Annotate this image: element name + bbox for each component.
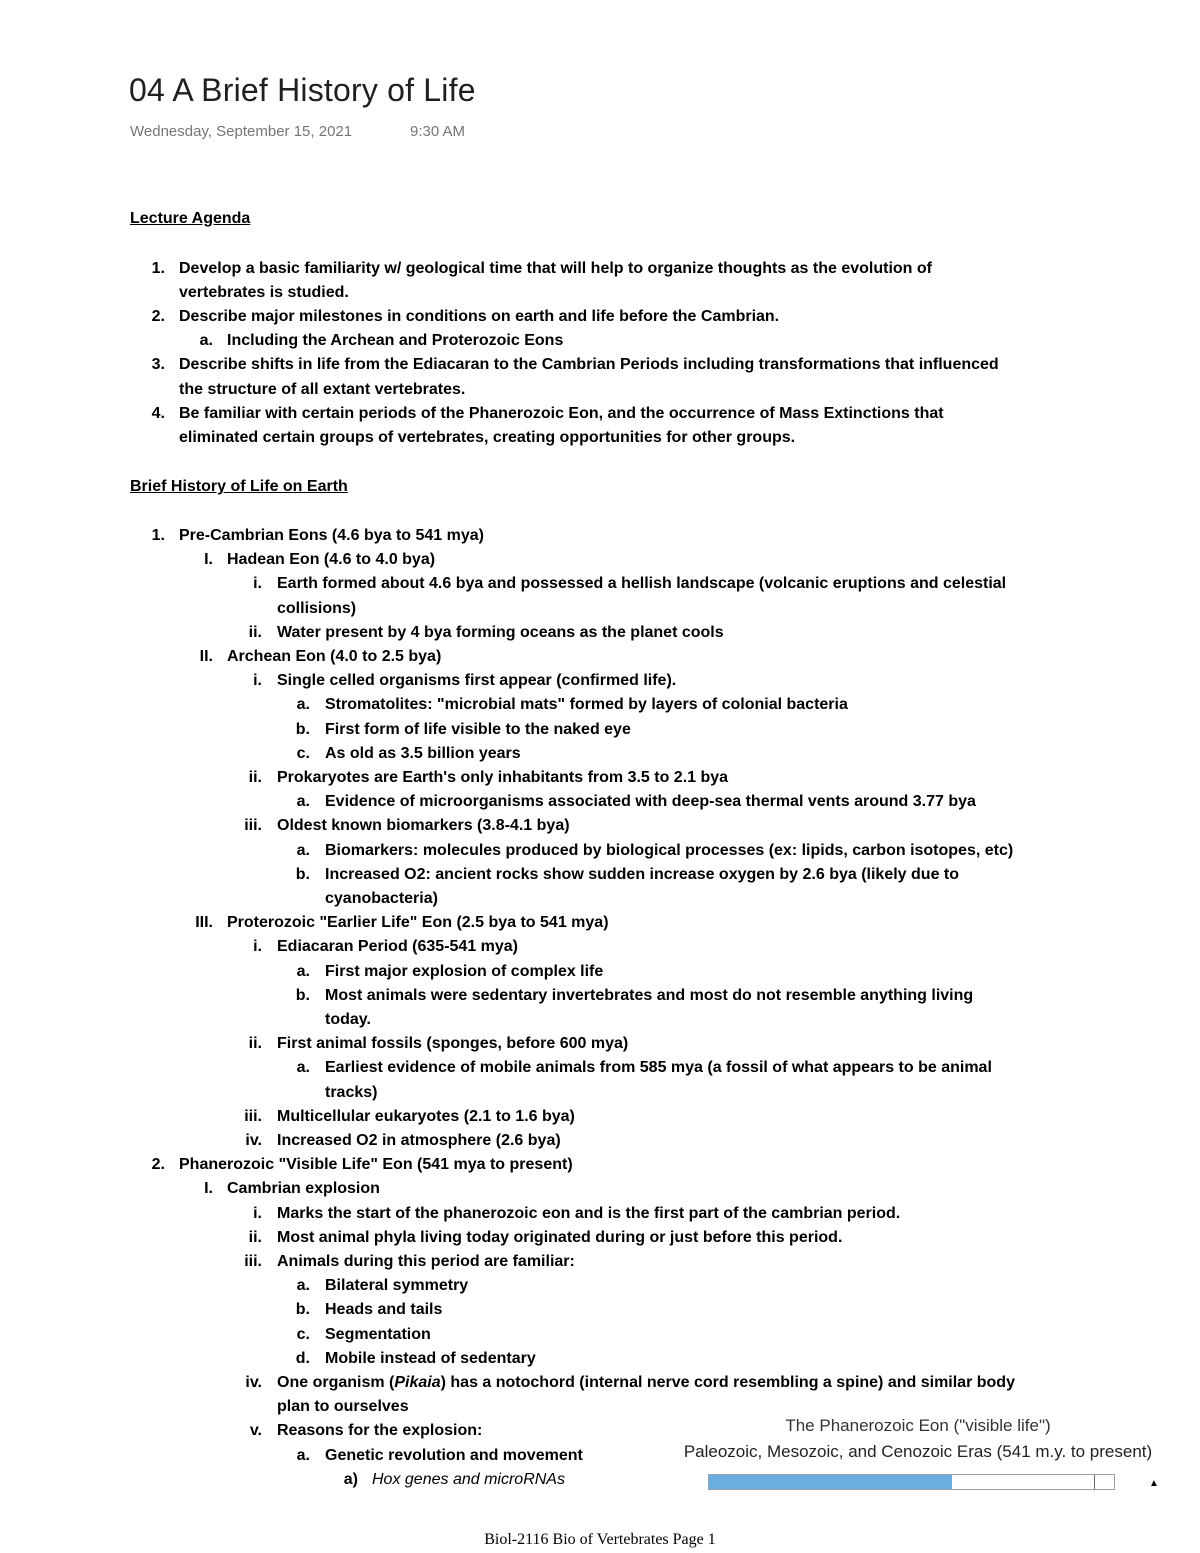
- list-text: Proterozoic "Earlier Life" Eon (2.5 bya to 541 mya): [227, 914, 609, 932]
- list-marker: 4.: [151, 404, 165, 422]
- list-marker: i.: [253, 672, 262, 690]
- list-text: Increased O2: ancient rocks show sudden increase oxygen by 2.6 bya (likely due to: [325, 865, 960, 883]
- list-text: Hadean Eon (4.6 to 4.0 bya): [227, 551, 436, 569]
- list-marker: a.: [296, 962, 310, 980]
- list-text: Most animals were sedentary invertebrates and most do not resemble anything living: [325, 986, 974, 1004]
- list-marker: a): [343, 1470, 358, 1488]
- list-marker: a.: [296, 1059, 310, 1077]
- list-text: Single celled organisms first appear (confirmed life).: [277, 672, 677, 690]
- list-text: Stromatolites: "microbial mats" formed by layers of colonial bacteria: [325, 696, 848, 714]
- list-marker: a.: [199, 332, 213, 350]
- list-text: today.: [325, 1011, 371, 1028]
- list-text: Water present by 4 bya forming oceans as the planet cools: [277, 623, 724, 641]
- list-text: vertebrates is studied.: [179, 284, 349, 302]
- list-marker: a.: [296, 1446, 310, 1464]
- list-text: Hox genes and microRNAs: [372, 1470, 565, 1488]
- list-text: Biomarkers: molecules produced by biological processes (ex: lipids, carbon isotopes, etc): [325, 841, 1014, 859]
- list-text: Be familiar with certain periods of the Phanerozoic Eon, and the occurrence of Mass Extinctions that: [179, 404, 944, 422]
- list-marker: a.: [296, 793, 310, 811]
- list-marker: b.: [295, 1301, 310, 1319]
- list-text: Oldest known biomarkers (3.8-4.1 bya): [277, 817, 570, 835]
- list-marker: iv.: [245, 1374, 262, 1391]
- list-marker: a.: [296, 696, 310, 714]
- list-text: cyanobacteria): [325, 890, 438, 907]
- list-marker: d.: [295, 1349, 310, 1367]
- list-marker: a.: [296, 1277, 310, 1295]
- list-text: Develop a basic familiarity w/ geological time that will help to organize thoughts as the evolution of: [179, 260, 932, 277]
- list-text: Segmentation: [325, 1325, 431, 1343]
- list-marker: a.: [296, 841, 310, 859]
- list-text: Genetic revolution and movement: [325, 1446, 583, 1464]
- list-text: Increased O2 in atmosphere (2.6 bya): [277, 1132, 561, 1149]
- list-text: the structure of all extant vertebrates.: [179, 380, 466, 398]
- list-text: Mobile instead of sedentary: [325, 1349, 536, 1367]
- list-text: First animal fossils (sponges, before 600 mya): [277, 1035, 629, 1053]
- list-text: plan to ourselves: [277, 1398, 409, 1416]
- list-marker: 2.: [151, 1156, 165, 1174]
- list-text: Describe major milestones in conditions on earth and life before the Cambrian.: [179, 308, 780, 326]
- list-text: [277, 1371, 1015, 1395]
- list-text: eliminated certain groups of vertebrates, creating opportunities for other groups.: [179, 428, 796, 446]
- list-marker: i.: [253, 938, 262, 956]
- list-text-italic: Pikaia: [394, 1374, 441, 1391]
- figure-subtitle: Paleozoic, Mesozoic, and Cenozoic Eras (541 m.y. to present): [683, 1442, 1153, 1461]
- list-marker: iii.: [244, 817, 262, 835]
- list-marker: II.: [199, 648, 213, 665]
- list-text: Cambrian explosion: [227, 1180, 380, 1198]
- list-text: Heads and tails: [325, 1301, 443, 1319]
- list-text: Describe shifts in life from the Ediacaran to the Cambrian Periods including transformations that influenced: [179, 356, 999, 374]
- list-text: Including the Archean and Proterozoic Eons: [227, 332, 564, 350]
- list-marker: b.: [295, 865, 310, 883]
- list-marker: b.: [295, 986, 310, 1004]
- list-text: tracks): [325, 1083, 378, 1101]
- history-heading: Brief History of Life on Earth: [130, 478, 348, 495]
- timeline-bar: [708, 1474, 1159, 1490]
- phanerozoic-figure: [668, 1416, 1168, 1496]
- timeline-marker-icon: ▲: [1149, 1478, 1159, 1489]
- list-text: Bilateral symmetry: [325, 1277, 469, 1295]
- list-text: Multicellular eukaryotes (2.1 to 1.6 bya): [277, 1107, 575, 1125]
- list-marker: I.: [204, 551, 213, 569]
- list-text: Evidence of microorganisms associated with deep-sea thermal vents around 3.77 bya: [325, 793, 976, 811]
- list-text: Archean Eon (4.0 to 2.5 bya): [227, 648, 442, 665]
- list-marker: III.: [195, 914, 213, 932]
- page-title: 04 A Brief History of Life: [129, 72, 476, 108]
- list-text: collisions): [277, 599, 357, 617]
- list-text: First major explosion of complex life: [325, 962, 604, 980]
- list-marker: 1.: [151, 527, 165, 544]
- list-marker: iv.: [245, 1132, 262, 1149]
- list-marker: i.: [253, 1204, 262, 1222]
- timeline-fill: [709, 1475, 952, 1489]
- page-footer: Biol-2116 Bio of Vertebrates Page 1: [484, 1531, 716, 1548]
- list-text: Phanerozoic "Visible Life" Eon (541 mya to present): [179, 1156, 573, 1174]
- list-text-pre: One organism (: [277, 1374, 395, 1391]
- list-text: As old as 3.5 billion years: [325, 744, 521, 762]
- list-text-post: ) has a notochord (internal nerve cord resembling a spine) and similar body: [440, 1374, 1015, 1391]
- list-marker: ii.: [248, 1035, 262, 1053]
- page-time: 9:30 AM: [410, 123, 466, 140]
- list-text: Pre-Cambrian Eons (4.6 bya to 541 mya): [179, 527, 484, 544]
- page-date: Wednesday, September 15, 2021: [130, 123, 353, 140]
- list-marker: 1.: [151, 260, 165, 277]
- list-marker: c.: [296, 1325, 310, 1343]
- list-text: Earth formed about 4.6 bya and possessed a hellish landscape (volcanic eruptions and celestial: [277, 575, 1007, 593]
- list-marker: 2.: [151, 308, 165, 326]
- list-text: First form of life visible to the naked eye: [325, 720, 631, 738]
- list-marker: c.: [296, 744, 310, 762]
- list-marker: I.: [204, 1180, 213, 1198]
- figure-title: The Phanerozoic Eon ("visible life"): [785, 1416, 1051, 1435]
- list-text: Reasons for the explosion:: [277, 1422, 483, 1440]
- list-marker: 3.: [151, 356, 165, 374]
- list-text: Earliest evidence of mobile animals from 585 mya (a fossil of what appears to be animal: [325, 1059, 992, 1077]
- list-text: Most animal phyla living today originated during or just before this period.: [277, 1228, 843, 1246]
- list-marker: ii.: [248, 1228, 262, 1246]
- list-text: Animals during this period are familiar:: [277, 1253, 575, 1270]
- list-text: Ediacaran Period (635-541 mya): [277, 938, 519, 956]
- list-marker: ii.: [248, 623, 262, 641]
- list-marker: v.: [249, 1422, 262, 1440]
- list-marker: iii.: [244, 1107, 262, 1125]
- list-marker: b.: [295, 720, 310, 738]
- list-text: Prokaryotes are Earth's only inhabitants from 3.5 to 2.1 bya: [277, 769, 729, 786]
- timeline-tick: [1094, 1475, 1095, 1489]
- list-marker: ii.: [248, 769, 262, 786]
- list-marker: i.: [253, 575, 262, 593]
- list-marker: iii.: [244, 1253, 262, 1270]
- agenda-heading: Lecture Agenda: [130, 210, 251, 227]
- list-text: Marks the start of the phanerozoic eon and is the first part of the cambrian period.: [277, 1204, 901, 1222]
